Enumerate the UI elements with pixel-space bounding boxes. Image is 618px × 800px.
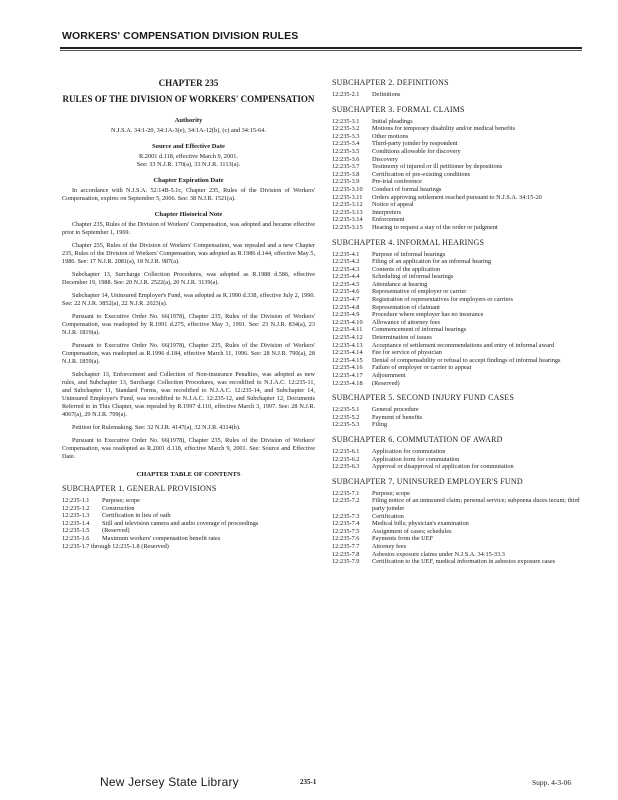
section-number: 12:235-4.14: [332, 349, 363, 357]
section-number: 12:235-4.6: [332, 288, 360, 296]
section-title: Contents of the application: [372, 265, 441, 273]
chapter-title: CHAPTER 235: [158, 78, 219, 88]
section-number: 12:235-7.2: [332, 497, 360, 505]
toc-entry: [332, 178, 586, 186]
section-number: 12:235-7.9: [332, 558, 360, 566]
history-paragraph: Chapter 235, Rules of the Division of Workers' Compensation, was adopted and became effective prior to September 1, 1969.: [62, 221, 315, 236]
supplement-date: Supp. 4-3-06: [532, 778, 572, 787]
source-line-2: See: 33 N.J.R. 170(a), 33 N.J.R. 1113(a).: [136, 161, 241, 168]
library-watermark: New Jersey State Library: [100, 775, 239, 789]
section-title: General procedure: [372, 406, 419, 414]
toc-entry: [332, 148, 586, 156]
section-number: 12:235-3.8: [332, 170, 360, 178]
history-paragraph: Pursuant to Executive Order No. 66(1978), Chapter 235, Rules of the Division of Workers' Compensation, was readopted as R.1996 d.184, effective March 11, 1996. See: 28 N.J.R. 790(a), 28 N.J.R. 1859(a).: [62, 342, 315, 365]
section-number: 12:235-1.2: [62, 504, 90, 512]
left-column: [62, 78, 315, 550]
section-title: Conduct of formal hearings: [372, 185, 442, 193]
section-title: Representation of claimant: [372, 303, 440, 311]
toc-entry: [62, 512, 315, 520]
toc-entry: [332, 140, 586, 148]
section-title: Assignment of cases; schedules: [372, 527, 452, 535]
section-title: Motions for temporary disability and/or medical benefits: [372, 125, 516, 133]
section-number: 12:235-7.1: [332, 489, 360, 497]
toc-entry: [332, 273, 586, 281]
section-title: Filing of an application for an informal hearing: [372, 258, 492, 266]
toc-right: [332, 78, 586, 566]
section-title: Certification to the UEF, medical information in asbestos exposure cases: [372, 558, 556, 566]
toc-entry: [332, 414, 586, 422]
section-number: 12:235-4.11: [332, 326, 363, 334]
source-line-1: R.2001 d.118, effective March 9, 2001.: [139, 153, 238, 160]
section-title: Certification of pre-existing conditions: [372, 170, 471, 178]
toc-entry: [332, 156, 586, 164]
section-title: Scheduling of informal hearings: [372, 273, 454, 281]
section-number: 12:235-4.1: [332, 250, 360, 258]
section-number: 12:235-5.2: [332, 413, 360, 421]
toc-entry: [332, 194, 586, 202]
section-title: Approval or disapproval of application for commutation: [372, 463, 514, 471]
section-title: Commencement of informal hearings: [372, 326, 467, 334]
section-title: Allowance of attorney fees: [372, 318, 441, 326]
toc-entry: [62, 527, 315, 535]
history-paragraph: Subchapter 13, Enforcement and Collection of Non-insurance Penalties, was adopted as new rules, and Subchapter 13, Surcharge Collection Procedures, was recodified to N.J.A.C. 12:235-11, and Subchapter 11, Standard Forms, was recodified to N.J.A.C. 12:235-14, and Subchapter 14, Uninsured Employer's Fund, was recodified to N.J.A.C. 12:235-12, and Subchapter 12, Documents Referred to in This Chapter, was repealed by R.1997 d.110, effective March 3, 1997. See: 28 N.J.R. 4067(a), 29 N.J.R. 799(a).: [62, 371, 315, 418]
expiration-heading: Chapter Expiration Date: [153, 177, 224, 184]
toc-entry: [332, 334, 586, 342]
section-number: 12:235-3.15: [332, 223, 363, 231]
history-paragraph: Chapter 235, Rules of the Division of Workers' Compensation, was repealed and a new Chapter 235, Rules of the Division of Workers' Compensation, was adopted as R.1986 d.144, effective May 5, 1986. See: 17 N.J.R. 2081(a), 18 N.J.R. 987(a).: [62, 242, 315, 265]
section-number: 12:235-3.2: [332, 125, 360, 133]
header-rule: [60, 47, 582, 49]
section-number: 12:235-7.4: [332, 520, 360, 528]
section-number: 12:235-4.5: [332, 280, 360, 288]
section-title: Determination of issues: [372, 334, 432, 342]
toc-entry: [332, 304, 586, 312]
toc-entry: [62, 505, 315, 513]
section-title: Orders approving settlement reached pursuant to N.J.S.A. 34:15-20: [372, 193, 542, 201]
section-number: 12:235-1.1: [62, 497, 90, 504]
section-number: 12:235-3.3: [332, 132, 360, 140]
section-title: Payments from the UEF: [372, 535, 434, 543]
section-number: 12:235-4.16: [332, 364, 363, 372]
toc-entry: [332, 326, 586, 334]
toc-entry: [332, 288, 586, 296]
section-title: Certification: [372, 512, 404, 520]
section-title: Fee for service of physician: [372, 349, 442, 357]
section-title: Conditions allowable for discovery: [372, 147, 461, 155]
section-number: 12:235-4.10: [332, 318, 363, 326]
toc-left: [62, 484, 315, 550]
header-rule-thin: [60, 50, 582, 51]
subchapter-heading: SUBCHAPTER 1. GENERAL PROVISIONS: [62, 484, 217, 493]
section-number: 12:235-4.15: [332, 356, 363, 364]
expiration-text: In accordance with N.J.S.A. 52:14B-5.1c, Chapter 235, Rules of the Division of Workers' Compensation, expires on September 5, 2006. See: 38 N.J.R. 1521(a).: [62, 187, 315, 202]
section-title: Still and television camera and audio coverage of proceedings: [102, 519, 259, 527]
subchapter-heading: SUBCHAPTER 7. UNINSURED EMPLOYER'S FUND: [332, 476, 523, 486]
section-title: Maximum workers' compensation benefit rates: [102, 534, 221, 542]
section-title: Adjournment: [372, 372, 406, 379]
section-title: Procedure where employer has no insurance: [372, 311, 484, 319]
section-number: 12:235-3.10: [332, 185, 363, 193]
toc-entry: [332, 528, 586, 536]
toc-entry: [332, 490, 586, 498]
toc-entry: [332, 497, 586, 512]
toc-entry: [332, 171, 586, 179]
section-number: 12:235-6.3: [332, 463, 360, 471]
toc-entry: [332, 551, 586, 559]
section-title: Attendance at hearing: [372, 280, 428, 288]
section-number: 12:235-5.1: [332, 406, 360, 414]
section-title: Purpose; scope: [372, 489, 410, 497]
section-number: 12:235-7.7: [332, 542, 360, 550]
section-title: Enforcement: [372, 216, 405, 224]
section-number: 12:235-4.13: [332, 341, 363, 349]
section-number: 12:235-3.1: [332, 117, 360, 125]
toc-entry: [332, 406, 586, 414]
history-heading: Chapter Historical Note: [154, 211, 223, 218]
section-title: Interpreters: [372, 208, 402, 216]
section-number: 12:235-4.8: [332, 303, 360, 311]
section-title: Testimony of injured or ill petitioner by depositions: [372, 163, 503, 171]
toc-entry: [332, 520, 586, 528]
section-title: Pre-trial conference: [372, 178, 422, 186]
toc-entry: [332, 209, 586, 217]
chapter-subtitle: RULES OF THE DIVISION OF WORKERS' COMPENSATION: [62, 94, 315, 104]
subchapter-heading: SUBCHAPTER 6. COMMUTATION OF AWARD: [332, 434, 503, 444]
toc-entry: [332, 513, 586, 521]
section-number: 12:235-7.8: [332, 550, 360, 558]
subchapter-heading: SUBCHAPTER 5. SECOND INJURY FUND CASES: [332, 393, 515, 403]
section-number: 12:235-4.4: [332, 273, 360, 281]
toc-entry: [332, 543, 586, 551]
section-title: Failure of employer or carrier to appear: [372, 364, 472, 372]
toc-entry: [332, 266, 586, 274]
section-title: Medical bills; physician's examination: [372, 520, 469, 528]
section-title: Representative of employer or carrier: [372, 288, 467, 296]
toc-entry: [332, 448, 586, 456]
toc-entry: [332, 421, 586, 429]
history-paragraph: Subchapter 14, Uninsured Employer's Fund, was adopted as R.1990 d.338, effective July 2, 1990. See: 22 N.J.R. 3852(a), 22 N.J.R. 2023(a).: [62, 292, 315, 307]
section-title: Registration of representatives for employers or carriers: [372, 296, 513, 304]
section-number: 12:235-3.7: [332, 163, 360, 171]
toc-entry: [332, 216, 586, 224]
toc-heading: CHAPTER TABLE OF CONTENTS: [136, 471, 241, 478]
section-title: Third-party joinder by respondent: [372, 140, 458, 148]
section-number: 12:235-1.5: [62, 527, 90, 535]
subchapter-heading: SUBCHAPTER 2. DEFINITIONS: [332, 78, 449, 87]
authority-text: N.J.S.A. 34:1-20, 34:1A-3(e), 34:1A-12(b), (c) and 34:15-64.: [111, 127, 266, 134]
section-title: Application form for commutation: [372, 455, 460, 463]
toc-entry: [332, 186, 586, 194]
toc-entry: [332, 535, 586, 543]
section-number: 12:235-1.4: [62, 519, 90, 527]
toc-entry: [62, 535, 315, 543]
section-number: 12:235-4.17: [332, 372, 363, 379]
section-number: 12:235-4.12: [332, 334, 363, 342]
section-title: Hearing to request a stay of the order or judgment: [372, 223, 498, 231]
authority-heading: Authority: [174, 117, 203, 124]
toc-entry: [332, 118, 586, 126]
toc-entry: [332, 342, 586, 350]
subchapter-heading: SUBCHAPTER 4. INFORMAL HEARINGS: [332, 237, 485, 247]
toc-entry-range: [62, 543, 315, 551]
section-number: 12:235-4.18: [332, 379, 363, 387]
toc-entry: [332, 281, 586, 289]
history-paragraph: Pursuant to Executive Order No. 66(1978), Chapter 235, Rules of the Division of Workers' Compensation, was readopted by R.1991 d.275, effective May 3, 1991. See: 23 N.J.R. 834(a), 23 N.J.R. 1819(a).: [62, 313, 315, 336]
section-number: 12:235-6.2: [332, 455, 360, 463]
toc-entry: [332, 463, 586, 471]
section-title: Notice of appeal: [372, 201, 414, 209]
section-number: 12:235-3.12: [332, 201, 363, 209]
toc-entry: [332, 456, 586, 464]
toc-entry: [332, 258, 586, 266]
section-number: 12:235-4.9: [332, 311, 360, 319]
section-number: 12:235-6.1: [332, 447, 360, 455]
subchapter-heading: SUBCHAPTER 3. FORMAL CLAIMS: [332, 104, 465, 114]
source-heading: Source and Effective Date: [152, 143, 225, 150]
section-number: 12:235-4.3: [332, 265, 360, 273]
section-range: 12:235-1.7 through 12:235-1.8 (Reserved): [62, 542, 169, 550]
page-number: 235-1: [300, 778, 317, 786]
section-title: Attorney fees: [372, 542, 407, 550]
section-number: 12:235-3.5: [332, 147, 360, 155]
page-footer: [0, 775, 618, 793]
toc-entry: [332, 163, 586, 171]
section-title: Certification in lieu of oath: [102, 512, 171, 520]
section-number: 12:235-3.13: [332, 208, 363, 216]
section-title: Purpose; scope: [102, 497, 140, 504]
history-paragraph: Petition for Rulemaking. See: 32 N.J.R. 4147(a), 32 N.J.R. 4314(b).: [72, 424, 241, 431]
section-title: Asbestos exposure claims under N.J.S.A. 34:15-33.3: [372, 550, 505, 558]
section-number: 12:235-7.3: [332, 512, 360, 520]
section-title: (Reserved): [102, 527, 130, 535]
section-title: Construction: [102, 504, 135, 512]
section-number: 12:235-3.11: [332, 193, 363, 201]
section-number: 12:235-5.3: [332, 421, 360, 429]
toc-entry: [62, 497, 315, 505]
toc-entry: [332, 125, 586, 133]
toc-entry: [332, 91, 586, 99]
toc-entry: [332, 372, 586, 380]
history-paragraph: Pursuant to Executive Order No. 66(1978), Chapter 235, Rules of the Division of Workers' Compensation, was readopted as R.2001 d.118, effective March 9, 2001. See: Source and Effective Date.: [62, 437, 315, 460]
section-title: Denial of compensability or refusal to accept findings of informal hearings: [372, 356, 561, 364]
section-title: Filing: [372, 421, 388, 429]
toc-entry: [332, 357, 586, 365]
section-number: 12:235-1.6: [62, 534, 90, 542]
right-column: [332, 78, 586, 566]
toc-entry: [332, 364, 586, 372]
section-title: Filing notice of an uninsured claim; personal service; subpoena duces tecum; third party joinder: [372, 497, 580, 512]
history-paragraph: Subchapter 13, Surcharge Collection Procedures, was adopted as R.1988 d.586, effective December 19, 1988. See: 20 N.J.R. 2522(a), 20 N.J.R. 3139(a).: [62, 271, 315, 286]
toc-entry: [332, 311, 586, 319]
section-number: 12:235-7.5: [332, 527, 360, 535]
section-title: Initial pleadings: [372, 117, 413, 125]
section-number: 12:235-1.3: [62, 512, 90, 520]
toc-entry: [332, 133, 586, 141]
section-number: 12:235-3.9: [332, 178, 360, 186]
toc-entry: [62, 520, 315, 528]
section-number: 12:235-7.6: [332, 535, 360, 543]
section-title: Purpose of informal hearings: [372, 250, 446, 258]
history-paragraphs: [62, 221, 315, 461]
toc-entry: [332, 224, 586, 232]
toc-entry: [332, 380, 586, 388]
section-title: Discovery: [372, 155, 398, 163]
section-title: (Reserved): [372, 379, 400, 387]
section-number: 12:235-3.14: [332, 216, 363, 224]
section-number: 12:235-2.1: [332, 91, 360, 98]
section-title: Acceptance of settlement recommendations and entry of informal award: [372, 341, 555, 349]
section-number: 12:235-4.2: [332, 258, 360, 266]
toc-entry: [332, 349, 586, 357]
section-number: 12:235-3.6: [332, 155, 360, 163]
toc-entry: [332, 558, 586, 566]
toc-entry: [332, 201, 586, 209]
toc-entry: [332, 251, 586, 259]
section-title: Payment of benefits: [372, 413, 423, 421]
running-head: WORKERS' COMPENSATION DIVISION RULES: [62, 30, 299, 42]
section-number: 12:235-4.7: [332, 296, 360, 304]
section-title: Definitions: [372, 91, 401, 98]
toc-entry: [332, 319, 586, 327]
section-title: Application for commutation: [372, 447, 446, 455]
toc-entry: [332, 296, 586, 304]
section-number: 12:235-3.4: [332, 140, 360, 148]
section-title: Other motions: [372, 132, 409, 140]
